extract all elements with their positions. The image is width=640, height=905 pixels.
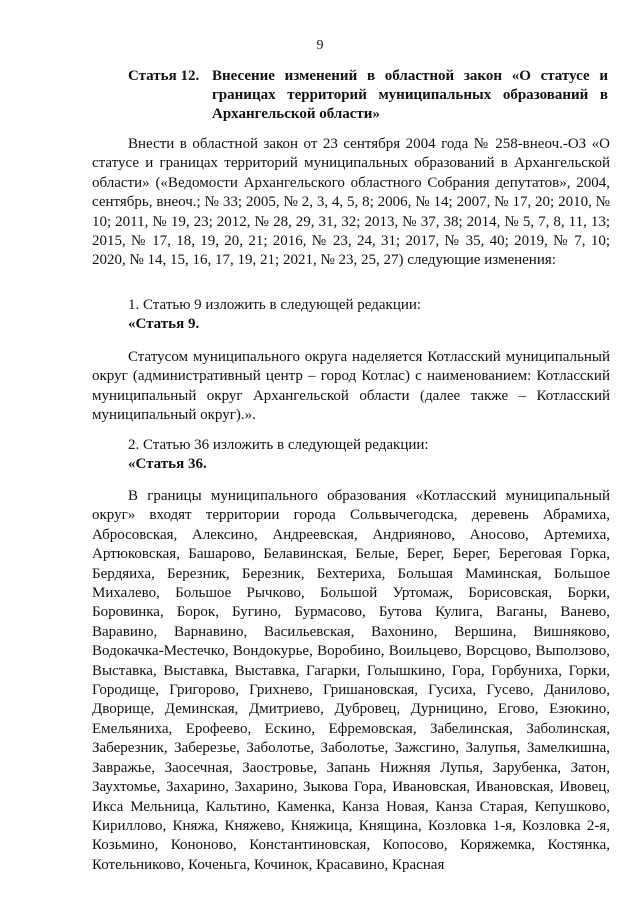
article-label: Статья 12. bbox=[128, 68, 200, 84]
intro-text: Внести в областной закон от 23 сентября 2004 года № 258-внеоч.-ОЗ «О статусе и границах территорий муниципальных образований в Архангельской области» («Ведомости Архангельского областного Собрания депутатов», 2004, сентябрь, внеоч.; № 33; 2005, № 2, 3, 4, 5, 8; 2006, № 14; 2007, № 17, 20; 2010, № 10; 2011, № 19, 23; 2012, № 28, 29, 31, 32; 2013, № 37, 38; 2014, № 5, 7, 8, 11, 13; 2015, № 17, 18, 19, 20, 21; 2016, № 23, 24, 31; 2017, № 35, 40; 2019, № 7, 10; 2020, № 14, 15, 16, 17, 19, 21; 2021, № 23, 25, 27) следующие изменения: bbox=[92, 136, 610, 269]
item-1: 1. Статью 9 изложить в следующей редакции: bbox=[128, 297, 422, 313]
article-9-title: «Статья 9. bbox=[128, 316, 200, 332]
article-36-text: В границы муниципального образования «Котласский муниципальный округ» входят территории города Сольвычегодска, деревень Абрамиха, Абросовская, Алексино, Андреевская, Андрияново, Аносово, Артемиха, Артюковская, Башарово, Белавинская, Белые, Берег, Берег, Береговая Горка, Бердяиха, Березник, Березник, Бехтериха, Большая Маминская, Большое Михалево, Большое Рычково, Большой Уртомаж, Борисовская, Борки, Боровинка, Борок, Бугино, Бурмасово, Бутова Кулига, Ваганы, Ванево, Варавино, Варнавино, Васильевская, Вахонино, Вершина, Вишняково, Водокачка-Местечко, Вондокурье, Воробино, Воильцево, Ворсцово, Выползово, Выставка, Выставка, Выставка, Гагарки, Голышкино, Гора, Горбуниха, Горки, Городище, Григорово, Грихнево, Гришановская, Гусиха, Гусево, Данилово, Дворище, Деминская, Дмитриево, Дубровец, Дурницино, Егово, Езюкино, Емельяниха, Ерофеево, Ескино, Ефремовская, Забелинская, Заболинская, Заберезник, Заберезье, Заболотье, Заболотье, Зажсгино, Залупья, Замелкишна, Завражье, Заосечная, Заостровье, Запань Нижняя Лупья, Зарубенка, Затон, Заухтомье, Захарино, Захарино, Зыкова Гора, Ивановская, Ивановская, Ивовец, Икса Мельница, Кальтино, Каменка, Канза Новая, Канза Старая, Кепушково, Кириллово, Княжа, Княжево, Княжица, Княщина, Козловка 1-я, Козловка 2-я, Козьмино, Кононово, Константиновская, Копосово, Коряжемка, Костянка, Котельниково, Коченьга, Кочинок, Красавино, Красная bbox=[92, 488, 610, 873]
intro-paragraph bbox=[92, 135, 610, 271]
article-36-title: «Статья 36. bbox=[128, 456, 207, 472]
article-heading bbox=[128, 67, 608, 124]
article-9-text: Статусом муниципального округа наделяется Котласский муниципальный округ (административный центр – город Котлас) с наименованием: Котласский муниципальный округ Архангельской области (далее также – Котласский муниципальный округ).». bbox=[92, 349, 610, 424]
page-number: 9 bbox=[316, 38, 324, 53]
item-2: 2. Статью 36 изложить в следующей редакции: bbox=[128, 437, 429, 453]
article-9-paragraph bbox=[92, 348, 610, 426]
article-title: Внесение изменений в областной закон «О статусе и границах территорий муниципальных образований в Архангельской области» bbox=[212, 68, 608, 122]
article-36-paragraph bbox=[92, 487, 610, 875]
